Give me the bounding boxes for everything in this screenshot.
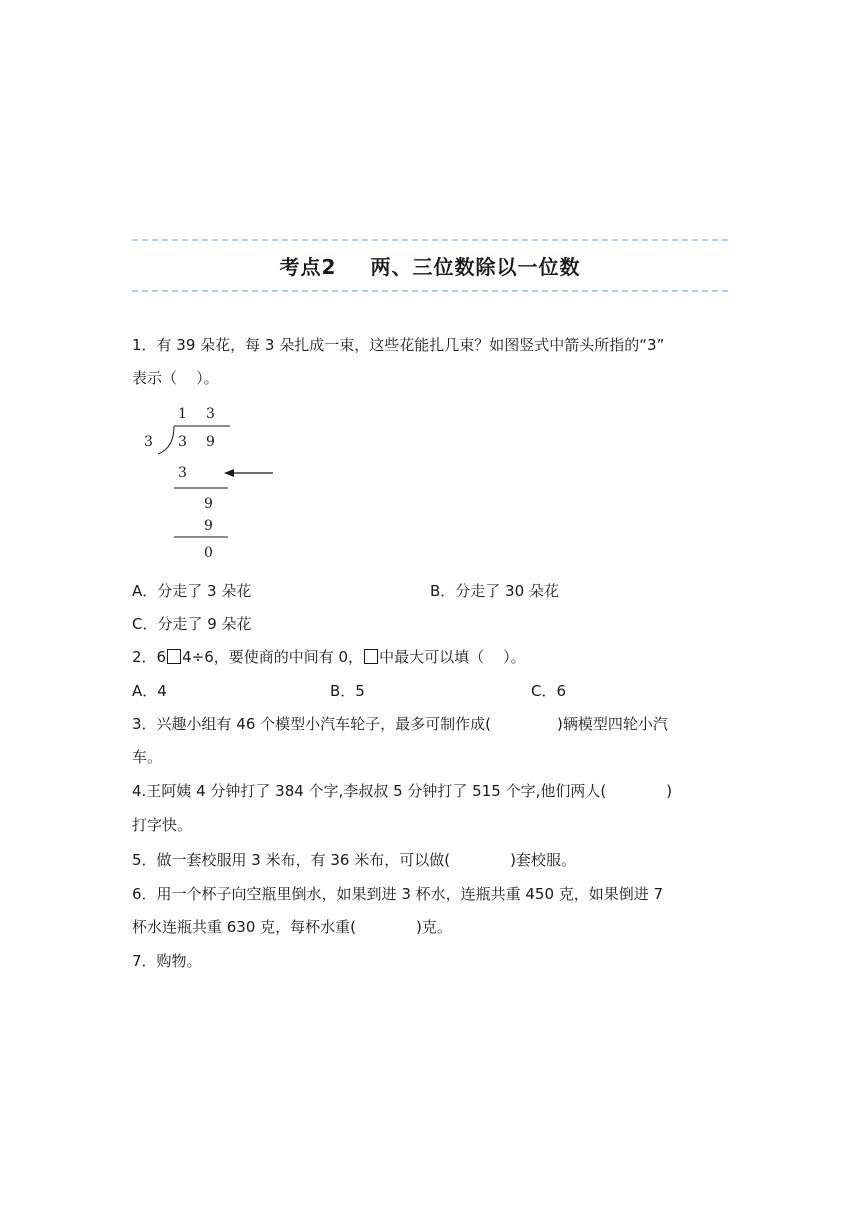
final-remainder-value: 0 bbox=[204, 545, 213, 561]
q7-stem: 7．购物。 bbox=[132, 952, 202, 970]
q6-stem-line1: 6．用一个杯子向空瓶里倒水，如果到进 3 杯水，连瓶共重 450 克，如果倒进 7 bbox=[132, 885, 664, 903]
q2-stem-suffix: 中最大可以填（ ）。 bbox=[379, 648, 526, 666]
section-title: 两、三位数除以一位数 bbox=[370, 255, 581, 279]
q4-stem-text-b: ) bbox=[666, 782, 673, 800]
q3-stem-text-a: 3．兴趣小组有 46 个模型小汽车轮子，最多可制作成( bbox=[132, 715, 492, 733]
q3-stem-line2: 车。 bbox=[132, 748, 163, 766]
left-arrow-icon bbox=[224, 469, 273, 477]
q2-option-c[interactable]: C．6 bbox=[531, 682, 567, 700]
q3-stem-text-b: )辆模型四轮小汽 bbox=[557, 715, 668, 733]
q2-option-b[interactable]: B．5 bbox=[330, 682, 365, 700]
empty-box-icon bbox=[167, 649, 181, 664]
q4-stem-line2: 打字快。 bbox=[132, 816, 193, 834]
q6-stem-text-a: 杯水连瓶共重 630 克，每杯水重( bbox=[132, 918, 357, 936]
q6-stem-line2 bbox=[132, 917, 452, 937]
second-subtract-value: 9 bbox=[204, 518, 213, 534]
first-subtract-value: 3 bbox=[178, 465, 187, 481]
q2-stem-prefix: 2．6 bbox=[132, 648, 167, 666]
dividend-digit-2: 9 bbox=[206, 434, 215, 450]
q5-stem bbox=[132, 850, 576, 870]
q2-stem-middle: 4÷6，要使商的中间有 0， bbox=[182, 648, 364, 666]
q2-option-a[interactable]: A．4 bbox=[132, 682, 167, 700]
q5-stem-text-b: )套校服。 bbox=[510, 851, 576, 869]
q2-stem bbox=[132, 647, 526, 667]
divisor: 3 bbox=[144, 434, 153, 450]
empty-box-icon bbox=[364, 649, 378, 664]
division-bracket bbox=[158, 426, 174, 454]
q1-stem-line1: 1．有 39 朵花，每 3 朵扎成一束，这些花能扎几束？如图竖式中箭头所指的“3” bbox=[132, 336, 665, 354]
q1-option-a[interactable]: A．分走了 3 朵花 bbox=[132, 582, 252, 600]
q4-stem-line1 bbox=[132, 781, 672, 801]
section-top-divider bbox=[132, 239, 728, 241]
q5-stem-text-a: 5．做一套校服用 3 米布，有 36 米布，可以做( bbox=[132, 851, 451, 869]
q1-option-c[interactable]: C．分走了 9 朵花 bbox=[132, 615, 252, 633]
first-remainder-value: 9 bbox=[204, 496, 213, 512]
section-label: 考点2 bbox=[279, 255, 337, 279]
dividend-digit-1: 3 bbox=[178, 434, 187, 450]
q6-stem-text-b: )克。 bbox=[416, 918, 452, 936]
long-division-figure bbox=[138, 400, 288, 565]
quotient-digit-2: 3 bbox=[206, 406, 215, 422]
q4-stem-text-a: 4.王阿姨 4 分钟打了 384 个字,李叔叔 5 分钟打了 515 个字,他们两人( bbox=[132, 782, 607, 800]
q1-option-b[interactable]: B．分走了 30 朵花 bbox=[430, 582, 559, 600]
quotient-digit-1: 1 bbox=[178, 406, 187, 422]
q3-stem-line1 bbox=[132, 714, 668, 734]
section-heading bbox=[132, 251, 728, 280]
section-bottom-divider bbox=[132, 290, 728, 292]
q1-stem-line2: 表示（ ）。 bbox=[132, 369, 219, 387]
